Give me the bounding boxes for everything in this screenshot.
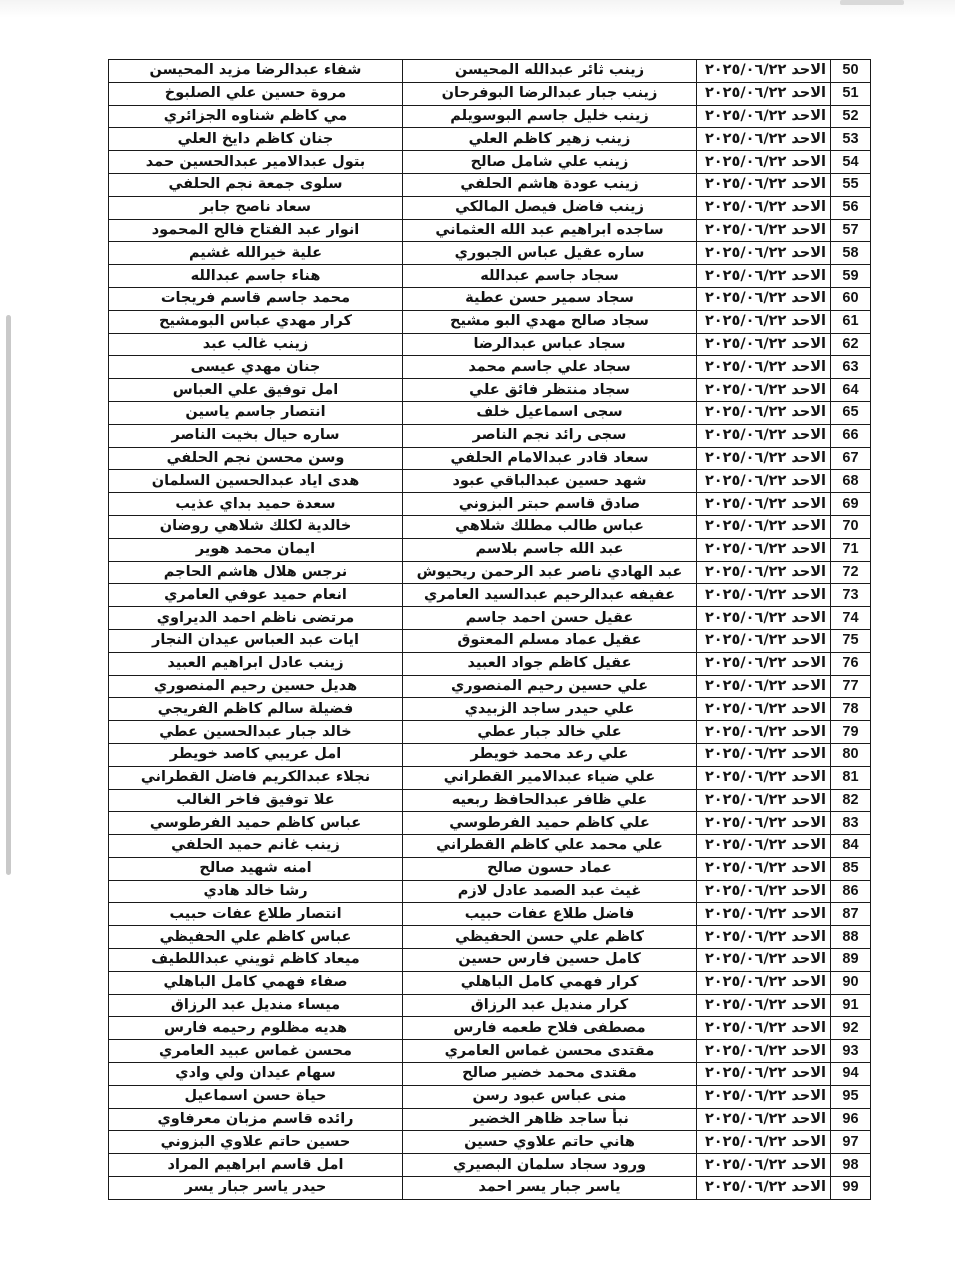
guardian-name-cell: مي كاظم شناوه الجزائري [109, 105, 403, 128]
date-cell: الاحد ٢٠٢٥/٠٦/٢٢ [697, 629, 831, 652]
row-number-cell: 81 [831, 766, 871, 789]
row-number-cell: 66 [831, 424, 871, 447]
table-row [109, 310, 871, 333]
guardian-name-cell: كرار مهدي عباس البومشيح [109, 310, 403, 333]
row-number-cell: 52 [831, 105, 871, 128]
candidate-name-cell: فاضل طلاع عفات حبيب [403, 903, 697, 926]
date-cell: الاحد ٢٠٢٥/٠٦/٢٢ [697, 789, 831, 812]
table-row [109, 789, 871, 812]
date-cell: الاحد ٢٠٢٥/٠٦/٢٢ [697, 880, 831, 903]
candidate-name-cell: علي حيدر ساجد الزبيدي [403, 698, 697, 721]
date-cell: الاحد ٢٠٢٥/٠٦/٢٢ [697, 1085, 831, 1108]
guardian-name-cell: بتول عبدالامير عبدالحسين حمد [109, 151, 403, 174]
candidate-name-cell: ساره عقيل عباس الجبوري [403, 242, 697, 265]
row-number-cell: 51 [831, 82, 871, 105]
guardian-name-cell: زينب غالب عبد [109, 333, 403, 356]
guardian-name-cell: حيدر ياسر جبار يسر [109, 1177, 403, 1200]
row-number-cell: 88 [831, 926, 871, 949]
table-row [109, 629, 871, 652]
date-cell: الاحد ٢٠٢٥/٠٦/٢٢ [697, 128, 831, 151]
row-number-cell: 74 [831, 607, 871, 630]
table-row [109, 470, 871, 493]
table-row [109, 424, 871, 447]
table-row [109, 561, 871, 584]
row-number-cell: 76 [831, 652, 871, 675]
date-cell: الاحد ٢٠٢٥/٠٦/٢٢ [697, 903, 831, 926]
table-row [109, 447, 871, 470]
date-cell: الاحد ٢٠٢٥/٠٦/٢٢ [697, 652, 831, 675]
row-number-cell: 59 [831, 265, 871, 288]
table-row [109, 721, 871, 744]
table-row [109, 1177, 871, 1200]
candidate-name-cell: علي كاظم حميد الفرطوسي [403, 812, 697, 835]
candidate-name-cell: منى عباس عبود رسن [403, 1085, 697, 1108]
row-number-cell: 96 [831, 1108, 871, 1131]
row-number-cell: 67 [831, 447, 871, 470]
candidate-name-cell: سجاد منتظر فائق علي [403, 379, 697, 402]
row-number-cell: 62 [831, 333, 871, 356]
guardian-name-cell: زينب غانم حميد الحلفي [109, 835, 403, 858]
candidate-name-cell: علي ضياء عبدالامير القطراني [403, 766, 697, 789]
row-number-cell: 86 [831, 880, 871, 903]
table-row [109, 675, 871, 698]
row-number-cell: 68 [831, 470, 871, 493]
date-cell: الاحد ٢٠٢٥/٠٦/٢٢ [697, 721, 831, 744]
guardian-name-cell: سعاد ناصح جابر [109, 196, 403, 219]
date-cell: الاحد ٢٠٢٥/٠٦/٢٢ [697, 242, 831, 265]
candidate-name-cell: سجاد صالح مهدي البو مشيح [403, 310, 697, 333]
row-number-cell: 70 [831, 515, 871, 538]
row-number-cell: 65 [831, 401, 871, 424]
table-row [109, 60, 871, 83]
date-cell: الاحد ٢٠٢٥/٠٦/٢٢ [697, 1108, 831, 1131]
date-cell: الاحد ٢٠٢٥/٠٦/٢٢ [697, 515, 831, 538]
row-number-cell: 63 [831, 356, 871, 379]
candidate-name-cell: زينب جبار عبدالرضا البوفرحان [403, 82, 697, 105]
date-cell: الاحد ٢٠٢٥/٠٦/٢٢ [697, 584, 831, 607]
row-number-cell: 56 [831, 196, 871, 219]
guardian-name-cell: امنه شهيد صالح [109, 857, 403, 880]
guardian-name-cell: رشا خالد هادي [109, 880, 403, 903]
date-cell: الاحد ٢٠٢٥/٠٦/٢٢ [697, 971, 831, 994]
candidate-name-cell: علي محمد علي كاظم القطراني [403, 835, 697, 858]
table-row [109, 356, 871, 379]
candidate-name-cell: سجاد عباس عبدالرضا [403, 333, 697, 356]
date-cell: الاحد ٢٠٢٥/٠٦/٢٢ [697, 743, 831, 766]
table-row [109, 401, 871, 424]
candidate-name-cell: علي ظافر عبدالحافظ ربعيه [403, 789, 697, 812]
date-cell: الاحد ٢٠٢٥/٠٦/٢٢ [697, 356, 831, 379]
row-number-cell: 89 [831, 949, 871, 972]
candidate-name-cell: زينب علي شامل صالح [403, 151, 697, 174]
guardian-name-cell: حياة حسن اسماعيل [109, 1085, 403, 1108]
candidate-name-cell: عماد حسون صالح [403, 857, 697, 880]
table-row [109, 903, 871, 926]
date-cell: الاحد ٢٠٢٥/٠٦/٢٢ [697, 926, 831, 949]
date-cell: الاحد ٢٠٢٥/٠٦/٢٢ [697, 333, 831, 356]
table-row [109, 1063, 871, 1086]
row-number-cell: 60 [831, 287, 871, 310]
guardian-name-cell: ميعاد كاظم ثويني عبداللطيف [109, 949, 403, 972]
candidate-name-cell: سجاد سمير حسن عطية [403, 287, 697, 310]
candidate-name-cell: علي حسين رحيم المنصوري [403, 675, 697, 698]
candidate-name-cell: ياسر جبار يسر احمد [403, 1177, 697, 1200]
candidate-name-cell: عقيل عماد مسلم المعتوق [403, 629, 697, 652]
row-number-cell: 95 [831, 1085, 871, 1108]
row-number-cell: 57 [831, 219, 871, 242]
screen-top-edge [0, 0, 955, 18]
date-cell: الاحد ٢٠٢٥/٠٦/٢٢ [697, 60, 831, 83]
candidate-name-cell: ورود سجاد سلمان البصيري [403, 1154, 697, 1177]
row-number-cell: 75 [831, 629, 871, 652]
row-number-cell: 72 [831, 561, 871, 584]
row-number-cell: 84 [831, 835, 871, 858]
table-row [109, 743, 871, 766]
guardian-name-cell: مرتضى ناظم احمد الديراوي [109, 607, 403, 630]
date-cell: الاحد ٢٠٢٥/٠٦/٢٢ [697, 82, 831, 105]
candidate-name-cell: زينب فاضل فيصل المالكي [403, 196, 697, 219]
row-number-cell: 69 [831, 493, 871, 516]
row-number-cell: 77 [831, 675, 871, 698]
guardian-name-cell: انعام حميد عوفي العامري [109, 584, 403, 607]
roster-table [108, 59, 871, 1200]
roster-sheet [108, 59, 870, 1200]
table-row [109, 151, 871, 174]
row-number-cell: 54 [831, 151, 871, 174]
table-row [109, 835, 871, 858]
guardian-name-cell: ميساء منديل عبد الرزاق [109, 994, 403, 1017]
table-row [109, 1108, 871, 1131]
table-row [109, 105, 871, 128]
guardian-name-cell: علية خيرالله غشيم [109, 242, 403, 265]
table-row [109, 287, 871, 310]
table-row [109, 652, 871, 675]
table-row [109, 128, 871, 151]
table-row [109, 379, 871, 402]
candidate-name-cell: علي رعد محمد خويطر [403, 743, 697, 766]
guardian-name-cell: نرجس هلال هاشم الحاجم [109, 561, 403, 584]
candidate-name-cell: غيث عبد الصمد عادل لازم [403, 880, 697, 903]
row-number-cell: 73 [831, 584, 871, 607]
date-cell: الاحد ٢٠٢٥/٠٦/٢٢ [697, 447, 831, 470]
guardian-name-cell: زينب عادل ابراهيم العبيد [109, 652, 403, 675]
guardian-name-cell: انتصار طلاع عفات حبيب [109, 903, 403, 926]
date-cell: الاحد ٢٠٢٥/٠٦/٢٢ [697, 173, 831, 196]
candidate-name-cell: سجى اسماعيل خلف [403, 401, 697, 424]
row-number-cell: 82 [831, 789, 871, 812]
guardian-name-cell: شفاء عبدالرضا مزيد المحيسن [109, 60, 403, 83]
top-indicator [840, 0, 904, 5]
date-cell: الاحد ٢٠٢٥/٠٦/٢٢ [697, 265, 831, 288]
guardian-name-cell: عباس كاظم علي الحفيظي [109, 926, 403, 949]
guardian-name-cell: هدى اياد عبدالحسين السلمان [109, 470, 403, 493]
date-cell: الاحد ٢٠٢٥/٠٦/٢٢ [697, 538, 831, 561]
row-number-cell: 97 [831, 1131, 871, 1154]
scrollbar[interactable] [6, 315, 11, 875]
row-number-cell: 94 [831, 1063, 871, 1086]
guardian-name-cell: ساره حيال بخيت الناصر [109, 424, 403, 447]
date-cell: الاحد ٢٠٢٥/٠٦/٢٢ [697, 812, 831, 835]
table-row [109, 1040, 871, 1063]
guardian-name-cell: انتصار جاسم ياسين [109, 401, 403, 424]
guardian-name-cell: علا توفيق فاخر الغالب [109, 789, 403, 812]
candidate-name-cell: زينب زهير كاظم العلي [403, 128, 697, 151]
date-cell: الاحد ٢٠٢٥/٠٦/٢٢ [697, 994, 831, 1017]
guardian-name-cell: جنان كاظم دايخ العلي [109, 128, 403, 151]
guardian-name-cell: نجلاء عبدالكريم فاضل القطراني [109, 766, 403, 789]
guardian-name-cell: محسن غماس عبيد العامري [109, 1040, 403, 1063]
row-number-cell: 53 [831, 128, 871, 151]
guardian-name-cell: هناء جاسم عبدالله [109, 265, 403, 288]
guardian-name-cell: مروة حسين علي الصلبوخ [109, 82, 403, 105]
guardian-name-cell: خالد جبار عبدالحسين عطي [109, 721, 403, 744]
candidate-name-cell: سجاد جاسم عبدالله [403, 265, 697, 288]
table-row [109, 994, 871, 1017]
date-cell: الاحد ٢٠٢٥/٠٦/٢٢ [697, 857, 831, 880]
guardian-name-cell: حسين حاتم علاوي البزوني [109, 1131, 403, 1154]
row-number-cell: 64 [831, 379, 871, 402]
table-row [109, 242, 871, 265]
candidate-name-cell: كرار فهمي كامل الباهلي [403, 971, 697, 994]
guardian-name-cell: سعدة حميد بداي عذيب [109, 493, 403, 516]
date-cell: الاحد ٢٠٢٥/٠٦/٢٢ [697, 401, 831, 424]
table-row [109, 82, 871, 105]
table-row [109, 926, 871, 949]
row-number-cell: 87 [831, 903, 871, 926]
candidate-name-cell: هاني حاتم علاوي حسين [403, 1131, 697, 1154]
candidate-name-cell: عبد الله جاسم بلاسم [403, 538, 697, 561]
guardian-name-cell: ايات عبد العباس عيدان النجار [109, 629, 403, 652]
date-cell: الاحد ٢٠٢٥/٠٦/٢٢ [697, 561, 831, 584]
date-cell: الاحد ٢٠٢٥/٠٦/٢٢ [697, 949, 831, 972]
date-cell: الاحد ٢٠٢٥/٠٦/٢٢ [697, 835, 831, 858]
candidate-name-cell: نبأ ساجد ظاهر الخضير [403, 1108, 697, 1131]
row-number-cell: 78 [831, 698, 871, 721]
table-row [109, 1017, 871, 1040]
row-number-cell: 80 [831, 743, 871, 766]
date-cell: الاحد ٢٠٢٥/٠٦/٢٢ [697, 151, 831, 174]
date-cell: الاحد ٢٠٢٥/٠٦/٢٢ [697, 1154, 831, 1177]
date-cell: الاحد ٢٠٢٥/٠٦/٢٢ [697, 1177, 831, 1200]
guardian-name-cell: ايمان محمد هوير [109, 538, 403, 561]
date-cell: الاحد ٢٠٢٥/٠٦/٢٢ [697, 287, 831, 310]
date-cell: الاحد ٢٠٢٥/٠٦/٢٢ [697, 1131, 831, 1154]
table-row [109, 173, 871, 196]
guardian-name-cell: محمد جاسم قاسم فريجات [109, 287, 403, 310]
date-cell: الاحد ٢٠٢٥/٠٦/٢٢ [697, 470, 831, 493]
table-row [109, 971, 871, 994]
row-number-cell: 79 [831, 721, 871, 744]
row-number-cell: 92 [831, 1017, 871, 1040]
guardian-name-cell: هديل حسين رحيم المنصوري [109, 675, 403, 698]
date-cell: الاحد ٢٠٢٥/٠٦/٢٢ [697, 766, 831, 789]
table-row [109, 766, 871, 789]
date-cell: الاحد ٢٠٢٥/٠٦/٢٢ [697, 1063, 831, 1086]
table-row [109, 812, 871, 835]
table-row [109, 698, 871, 721]
row-number-cell: 71 [831, 538, 871, 561]
candidate-name-cell: علي خالد جبار عطي [403, 721, 697, 744]
row-number-cell: 58 [831, 242, 871, 265]
candidate-name-cell: مصطفى فلاح طعمه فارس [403, 1017, 697, 1040]
candidate-name-cell: عباس طالب مطلك شلاهي [403, 515, 697, 538]
table-row [109, 219, 871, 242]
candidate-name-cell: عقيل حسن احمد جاسم [403, 607, 697, 630]
row-number-cell: 83 [831, 812, 871, 835]
row-number-cell: 91 [831, 994, 871, 1017]
candidate-name-cell: سعاد قادر عبدالامام الحلفي [403, 447, 697, 470]
table-row [109, 196, 871, 219]
date-cell: الاحد ٢٠٢٥/٠٦/٢٢ [697, 1017, 831, 1040]
candidate-name-cell: كاظم علي حسن الحفيظي [403, 926, 697, 949]
candidate-name-cell: عبد الهادي ناصر عبد الرحمن ريحيوش [403, 561, 697, 584]
table-row [109, 584, 871, 607]
date-cell: الاحد ٢٠٢٥/٠٦/٢٢ [697, 675, 831, 698]
guardian-name-cell: امل عريبي كاصد خويطر [109, 743, 403, 766]
candidate-name-cell: ساجده ابراهيم عبد الله العثماني [403, 219, 697, 242]
candidate-name-cell: مقتدى محمد خضير صالح [403, 1063, 697, 1086]
guardian-name-cell: خالدية لكلك شلاهي روضان [109, 515, 403, 538]
candidate-name-cell: زينب خليل جاسم البوسويلم [403, 105, 697, 128]
guardian-name-cell: هديه مظلوم رحيمه فارس [109, 1017, 403, 1040]
table-row [109, 880, 871, 903]
table-row [109, 1085, 871, 1108]
guardian-name-cell: امل قاسم ابراهيم المراد [109, 1154, 403, 1177]
date-cell: الاحد ٢٠٢٥/٠٦/٢٢ [697, 607, 831, 630]
table-row [109, 515, 871, 538]
date-cell: الاحد ٢٠٢٥/٠٦/٢٢ [697, 1040, 831, 1063]
table-row [109, 265, 871, 288]
candidate-name-cell: زينب عودة هاشم الحلفي [403, 173, 697, 196]
date-cell: الاحد ٢٠٢٥/٠٦/٢٢ [697, 698, 831, 721]
table-row [109, 538, 871, 561]
date-cell: الاحد ٢٠٢٥/٠٦/٢٢ [697, 493, 831, 516]
table-row [109, 333, 871, 356]
candidate-name-cell: عقيل كاظم جواد العبيد [403, 652, 697, 675]
row-number-cell: 99 [831, 1177, 871, 1200]
table-row [109, 857, 871, 880]
candidate-name-cell: صادق قاسم حبتر البزوني [403, 493, 697, 516]
guardian-name-cell: صفاء فهمي كامل الباهلي [109, 971, 403, 994]
guardian-name-cell: وسن محسن نجم الحلفي [109, 447, 403, 470]
candidate-name-cell: كامل حسين فارس حسين [403, 949, 697, 972]
candidate-name-cell: سجى رائد نجم الناصر [403, 424, 697, 447]
date-cell: الاحد ٢٠٢٥/٠٦/٢٢ [697, 310, 831, 333]
row-number-cell: 50 [831, 60, 871, 83]
date-cell: الاحد ٢٠٢٥/٠٦/٢٢ [697, 196, 831, 219]
guardian-name-cell: سهام عيدان ولي وادي [109, 1063, 403, 1086]
date-cell: الاحد ٢٠٢٥/٠٦/٢٢ [697, 219, 831, 242]
table-row [109, 1131, 871, 1154]
row-number-cell: 98 [831, 1154, 871, 1177]
candidate-name-cell: كرار منديل عبد الرزاق [403, 994, 697, 1017]
guardian-name-cell: عباس كاظم حميد الفرطوسي [109, 812, 403, 835]
candidate-name-cell: عفيفه عبدالرحيم عبدالسيد العامري [403, 584, 697, 607]
date-cell: الاحد ٢٠٢٥/٠٦/٢٢ [697, 424, 831, 447]
guardian-name-cell: فضيلة سالم كاظم الفريجي [109, 698, 403, 721]
row-number-cell: 85 [831, 857, 871, 880]
table-row [109, 607, 871, 630]
candidate-name-cell: شهد حسين عبدالباقي عبود [403, 470, 697, 493]
row-number-cell: 61 [831, 310, 871, 333]
row-number-cell: 93 [831, 1040, 871, 1063]
date-cell: الاحد ٢٠٢٥/٠٦/٢٢ [697, 379, 831, 402]
table-row [109, 1154, 871, 1177]
row-number-cell: 90 [831, 971, 871, 994]
guardian-name-cell: امل توفيق علي العباس [109, 379, 403, 402]
date-cell: الاحد ٢٠٢٥/٠٦/٢٢ [697, 105, 831, 128]
table-row [109, 493, 871, 516]
candidate-name-cell: زينب ثائر عبدالله المحيسن [403, 60, 697, 83]
candidate-name-cell: مقتدى محسن غماس العامري [403, 1040, 697, 1063]
roster-body [109, 60, 871, 1200]
row-number-cell: 55 [831, 173, 871, 196]
table-row [109, 949, 871, 972]
guardian-name-cell: رائده قاسم مزبان معرفاوي [109, 1108, 403, 1131]
candidate-name-cell: سجاد علي جاسم محمد [403, 356, 697, 379]
guardian-name-cell: سلوى جمعة نجم الحلفي [109, 173, 403, 196]
guardian-name-cell: جنان مهدي عيسى [109, 356, 403, 379]
guardian-name-cell: انوار عبد الفتاح فالح المحمود [109, 219, 403, 242]
